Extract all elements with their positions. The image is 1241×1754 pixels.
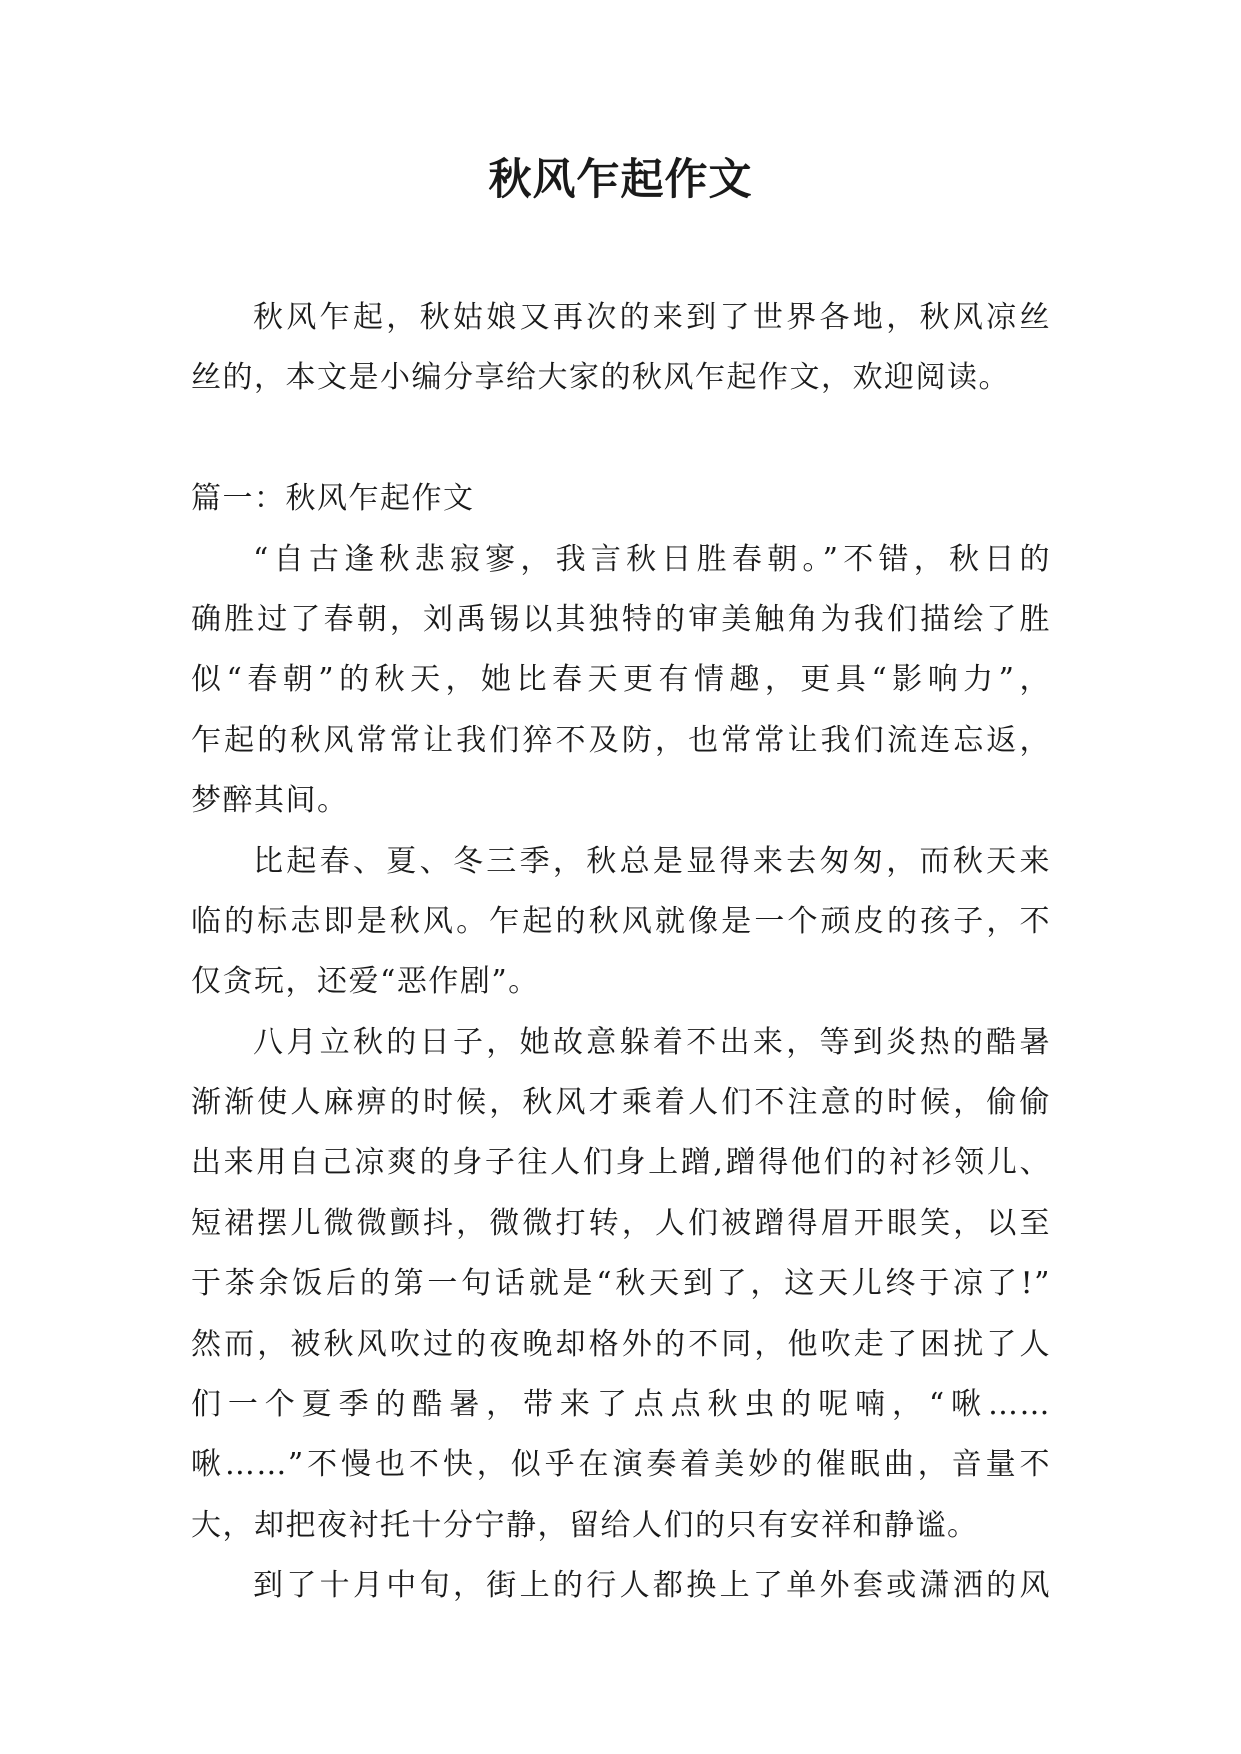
paragraph-line: “自古逢秋悲寂寥，我言秋日胜春朝。”不错，秋日的 xyxy=(253,541,1051,577)
paragraph-line: 啾……”不慢也不快，似乎在演奏着美妙的催眠曲，音量不 xyxy=(191,1447,1051,1483)
paragraph-line: 大，却把夜衬托十分宁静，留给人们的只有安祥和静谧。 xyxy=(191,1507,979,1543)
intro-line: 秋风乍起，秋姑娘又再次的来到了世界各地，秋风凉丝 xyxy=(253,300,1051,335)
document-body xyxy=(191,288,1051,1617)
paragraph-line: 梦醉其间。 xyxy=(191,783,349,819)
paragraph-line: 临的标志即是秋风。乍起的秋风就像是一个顽皮的孩子，不 xyxy=(191,903,1051,939)
paragraph-line: 短裙摆儿微微颤抖，微微打转，人们被蹭得眉开眼笑，以至 xyxy=(191,1205,1051,1241)
paragraph-line: 于茶余饭后的第一句话就是“秋天到了，这天儿终于凉了!” xyxy=(191,1266,1051,1302)
paragraph-line: 比起春、夏、冬三季，秋总是显得来去匆匆，而秋天来 xyxy=(253,843,1051,879)
section-heading: 篇一：秋风乍起作文 xyxy=(191,481,475,517)
intro-line: 丝的，本文是小编分享给大家的秋风乍起作文，欢迎阅读。 xyxy=(191,360,1010,396)
paragraph-line: 仅贪玩，还爱“恶作剧”。 xyxy=(191,964,540,1000)
paragraph-line: 出来用自己凉爽的身子往人们身上蹭,蹭得他们的衬衫领儿、 xyxy=(191,1145,1051,1181)
paragraph-line: 乍起的秋风常常让我们猝不及防，也常常让我们流连忘返， xyxy=(191,722,1051,758)
paragraph-line: 似“春朝”的秋天，她比春天更有情趣，更具“影响力”， xyxy=(191,662,1051,698)
paragraph-line: 到了十月中旬，街上的行人都换上了单外套或潇洒的风 xyxy=(253,1568,1051,1604)
paragraph-line: 八月立秋的日子，她故意躲着不出来，等到炎热的酷暑 xyxy=(253,1024,1051,1060)
paragraph-gap xyxy=(191,409,1051,469)
paragraph-line: 们一个夏季的酷暑，带来了点点秋虫的呢喃，“啾…… xyxy=(191,1387,1051,1423)
paragraph-line: 确胜过了春朝，刘禹锡以其独特的审美触角为我们描绘了胜 xyxy=(191,601,1051,637)
document-title: 秋风乍起作文 xyxy=(488,155,753,205)
paragraph-line: 渐渐使人麻痹的时候，秋风才乘着人们不注意的时候，偷偷 xyxy=(191,1085,1051,1121)
paragraph-line: 然而，被秋风吹过的夜晚却格外的不同，他吹走了困扰了人 xyxy=(191,1326,1051,1362)
